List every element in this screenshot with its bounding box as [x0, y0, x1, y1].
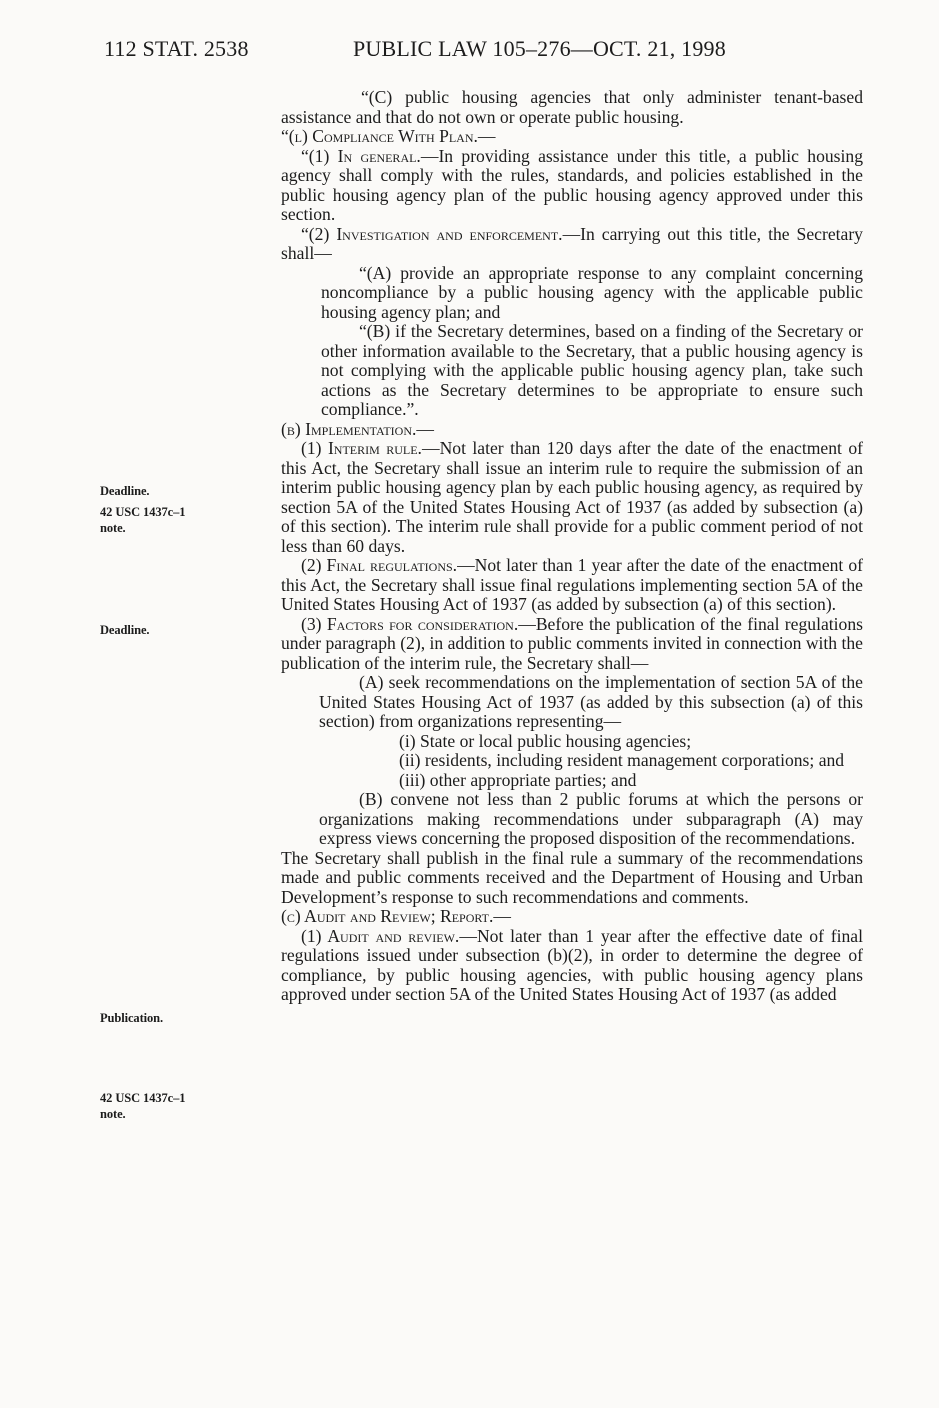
- publication-paragraph: The Secretary shall publish in the final rule a summary of the recommendations made and public comments received and the Department of Housing and Urban Development’s response to such recommendations and comments.: [281, 847, 863, 907]
- paragraph-3-factors: (3) Factors for consideration.—Before the publication of the final regulations under paragraph (2), in addition to public comments invited in connection with the publication of the interim rule, the Secretary shall—: [281, 613, 863, 673]
- margin-note-usc-citation: 42 USC 1437c–1: [100, 1091, 186, 1105]
- paragraph-1-interim-rule: (1) Interim rule.—Not later than 120 days after the date of the enactment of this Act, the Secretary shall issue an interim rule to require the submission of an interim public housing agency plan by each public housing agency, as required by section 5A of the United States Housing Act of 1937 (as added by subsection (a) of this section). The interim rule shall provide for a public comment period of not less than 60 days.: [281, 438, 863, 556]
- margin-note-deadline: Deadline.: [100, 623, 150, 637]
- clause-c: “(C) public housing agencies that only administer tenant-based assistance and that do not own or operate public housing.: [281, 87, 863, 127]
- margin-note-publication: Publication.: [100, 1011, 164, 1025]
- paragraph-1-in-general: “(1) In general.—In providing assistance under this title, a public housing agency shall comply with the rules, standards, and policies established in the public housing agency plan of the public housing agency approved under this section.: [281, 145, 863, 224]
- clause-a-recommendations: (A) seek recommendations on the implementation of section 5A of the United States Housing Act of 1937 (as added by this subsection (a) of this section) from organizations representing—: [319, 672, 863, 731]
- clause-ii-residents: (ii) residents, including resident management corporations; and: [399, 750, 845, 770]
- paragraph-1-audit-review: (1) Audit and review.—Not later than 1 year after the effective date of final regulations issued under subsection (b)(2), in order to determine the degree of compliance, by public housing agencies, with public housing agency plans approved under section 5A of the United States Housing Act of 1937 (as added: [281, 925, 863, 1004]
- margin-note-deadline: Deadline.: [100, 484, 150, 498]
- subsection-l-heading: “(l) Compliance With Plan.—: [281, 126, 496, 146]
- clause-i-agencies: (i) State or local public housing agencies;: [399, 730, 692, 751]
- subsection-c-heading: (c) Audit and Review; Report.—: [281, 906, 511, 926]
- clause-a-response: “(A) provide an appropriate response to any complaint concerning noncompliance by a public housing agency with the applicable public housing agency plan; and: [321, 262, 863, 322]
- clause-b-compliance: “(B) if the Secretary determines, based on a finding of the Secretary or other information available to the Secretary, that a public housing agency is not complying with the applicable public housing agency plan, take such actions as the Secretary determines to be appropriate to ensure such compliance.”.: [321, 321, 863, 419]
- page-title: PUBLIC LAW 105–276—OCT. 21, 1998: [353, 36, 726, 61]
- subsection-b-heading: (b) Implementation.—: [281, 418, 435, 439]
- clause-iii-other-parties: (iii) other appropriate parties; and: [399, 769, 637, 790]
- paragraph-2-investigation: “(2) Investigation and enforcement.—In carrying out this title, the Secretary shall—: [281, 223, 863, 263]
- margin-note-note: note.: [100, 521, 126, 535]
- page-stat-number: 112 STAT. 2538: [104, 36, 249, 61]
- paragraph-2-final-regulations: (2) Final regulations.—Not later than 1 year after the date of the enactment of this Act, the Secretary shall issue final regulations implementing section 5A of the United States Housing Act of 1937 (as added by subsection (a) of this section).: [281, 555, 863, 614]
- statute-body: [281, 88, 863, 1005]
- margin-note-usc-citation: 42 USC 1437c–1: [100, 505, 186, 519]
- margin-note-note: note.: [100, 1107, 126, 1121]
- clause-b-forums: (B) convene not less than 2 public forums at which the persons or organizations making recommendations under subparagraph (A) may express views concerning the proposed disposition of the recommendations.: [319, 789, 863, 848]
